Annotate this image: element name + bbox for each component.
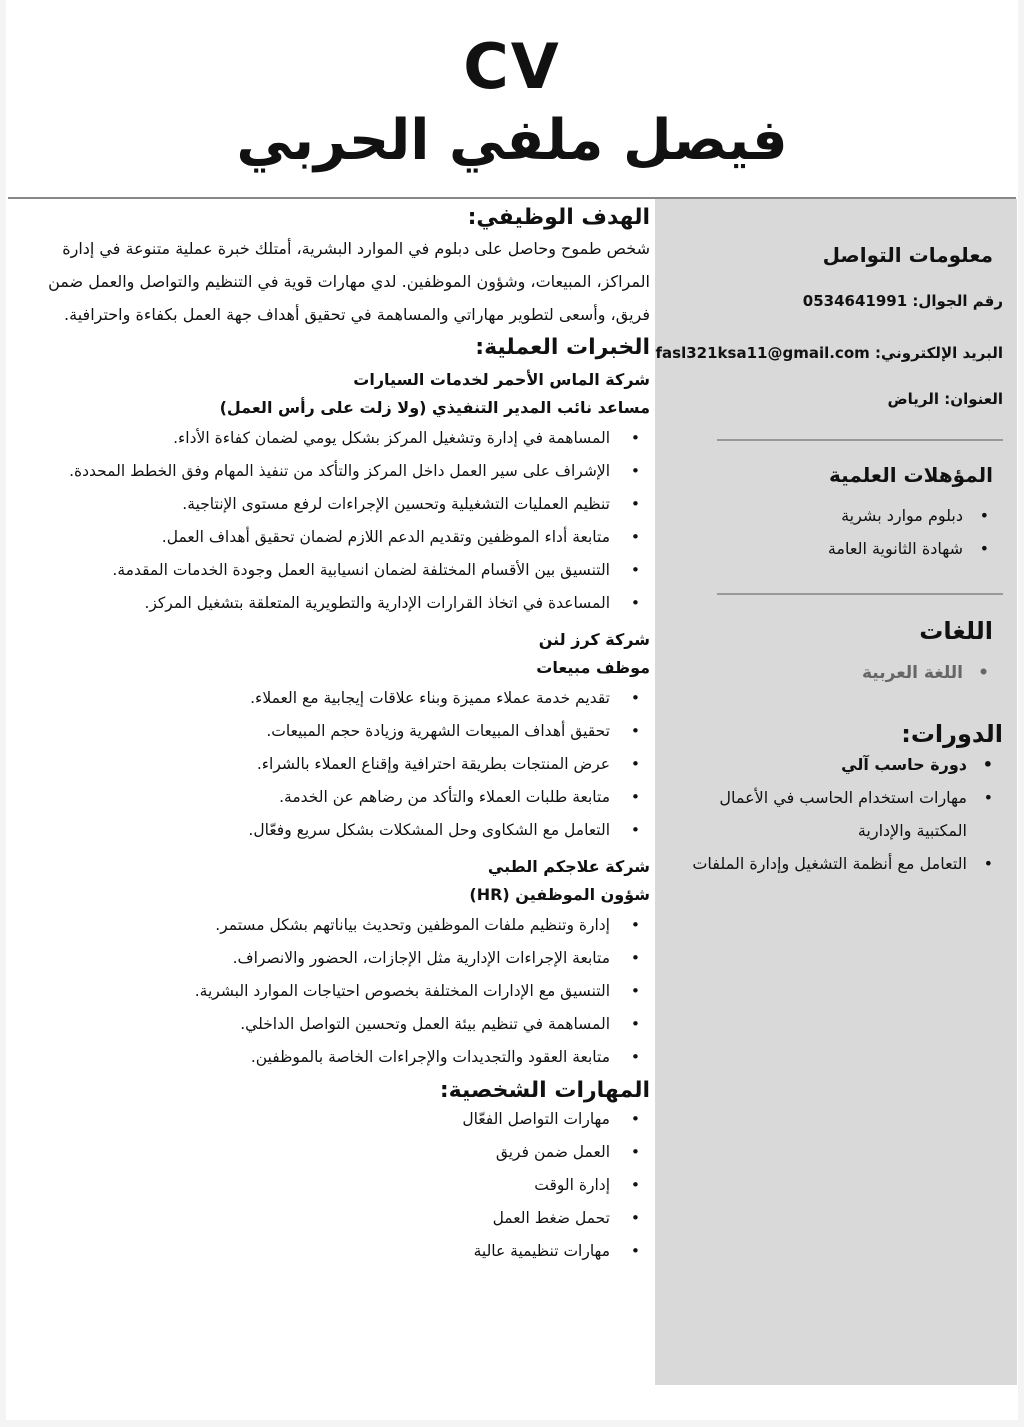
list-item: • المساعدة في اتخاذ القرارات الإدارية والتطويرية المتعلقة بتشغيل المركز. <box>46 587 640 620</box>
company-name: شركة الماس الأحمر لخدمات السيارات <box>353 370 650 389</box>
list-item: • دورة حاسب آلي <box>669 748 993 781</box>
list-item: • المساهمة في إدارة وتشغيل المركز بشكل يومي لضمان كفاءة الأداء. <box>46 422 640 455</box>
task-list <box>46 909 650 1074</box>
main-content <box>46 205 650 1268</box>
experience-title: الخبرات العملية: <box>475 335 650 360</box>
qualifications-list <box>669 499 1003 565</box>
list-item: • مهارات استخدام الحاسب في الأعمال المكتبية والإدارية <box>669 781 993 847</box>
skills-title: المهارات الشخصية: <box>439 1078 650 1103</box>
email-value[interactable]: fasl321ksa11@gmail.com <box>655 344 870 362</box>
languages-title: اللغات <box>919 617 993 645</box>
list-item: • متابعة طلبات العملاء والتأكد من رضاهم عن الخدمة. <box>46 781 640 814</box>
skills-list <box>46 1103 650 1268</box>
list-item: • العمل ضمن فريق <box>46 1136 640 1169</box>
languages-list <box>669 657 1003 690</box>
objective-title: الهدف الوظيفي: <box>467 205 650 230</box>
cv-title: CV <box>463 30 561 103</box>
address-label: العنوان: <box>944 390 1003 408</box>
list-item: • إدارة الوقت <box>46 1169 640 1202</box>
objective-text: شخص طموح وحاصل على دبلوم في الموارد البشرية، أمتلك خبرة عملية متنوعة في إدارة المراكز، المبيعات، وشؤون الموظفين. لدي مهارات قوية في التنظيم والتواصل والعمل ضمن فريق، وأسعى لتطوير مهاراتي والمساهمة في تحقيق أهداف جهة العمل بكفاءة واحترافية. <box>48 239 650 324</box>
list-item: • عرض المنتجات بطريقة احترافية وإقناع العملاء بالشراء. <box>46 748 640 781</box>
cv-page <box>6 0 1018 1420</box>
sidebar-divider <box>717 593 1003 595</box>
list-item: • التنسيق مع الإدارات المختلفة بخصوص احتياجات الموارد البشرية. <box>46 975 640 1008</box>
list-item: • تقديم خدمة عملاء مميزة وبناء علاقات إيجابية مع العملاء. <box>46 682 640 715</box>
company-name: شركة كرز لنن <box>538 630 650 649</box>
courses-title: الدورات: <box>901 720 1003 748</box>
job-role: موظف مبيعات <box>536 658 650 677</box>
job-role: شؤون الموظفين (HR) <box>469 885 650 904</box>
person-name: فيصل ملفي الحربي <box>236 108 788 173</box>
company-name: شركة علاجكم الطبي <box>487 857 650 876</box>
list-item: • إدارة وتنظيم ملفات الموظفين وتحديث بياناتهم بشكل مستمر. <box>46 909 640 942</box>
list-item: • اللغة العربية <box>669 657 989 690</box>
email-row <box>655 341 1003 365</box>
courses-list <box>669 748 1003 880</box>
address-value: الرياض <box>887 390 940 408</box>
list-item: • المساهمة في تنظيم بيئة العمل وتحسين التواصل الداخلي. <box>46 1008 640 1041</box>
list-item: • تنظيم العمليات التشغيلية وتحسين الإجراءات لرفع مستوى الإنتاجية. <box>46 488 640 521</box>
sidebar <box>655 199 1017 1385</box>
list-item: • التنسيق بين الأقسام المختلفة لضمان انسيابية العمل وجودة الخدمات المقدمة. <box>46 554 640 587</box>
list-item: • مهارات التواصل الفعّال <box>46 1103 640 1136</box>
list-item: • تحقيق أهداف المبيعات الشهرية وزيادة حجم المبيعات. <box>46 715 640 748</box>
task-list <box>46 422 650 620</box>
phone-label: رقم الجوال: <box>912 292 1003 310</box>
list-item: • الإشراف على سير العمل داخل المركز والتأكد من تنفيذ المهام وفق الخطط المحددة. <box>46 455 640 488</box>
contact-title: معلومات التواصل <box>822 243 993 267</box>
list-item: • تحمل ضغط العمل <box>46 1202 640 1235</box>
task-list <box>46 682 650 847</box>
email-label: البريد الإلكتروني: <box>875 344 1003 362</box>
list-item: • شهادة الثانوية العامة <box>669 532 989 565</box>
list-item: • التعامل مع أنظمة التشغيل وإدارة الملفات <box>669 847 993 880</box>
list-item: • دبلوم موارد بشرية <box>669 499 989 532</box>
address-row <box>669 387 1003 411</box>
list-item: • متابعة أداء الموظفين وتقديم الدعم اللازم لضمان تحقيق أهداف العمل. <box>46 521 640 554</box>
list-item: • متابعة العقود والتجديدات والإجراءات الخاصة بالموظفين. <box>46 1041 640 1074</box>
sidebar-divider <box>717 439 1003 441</box>
list-item: • متابعة الإجراءات الإدارية مثل الإجازات، الحضور والانصراف. <box>46 942 640 975</box>
phone-row <box>669 289 1003 313</box>
phone-value: 0534641991 <box>802 292 908 310</box>
list-item: • مهارات تنظيمية عالية <box>46 1235 640 1268</box>
qualifications-title: المؤهلات العلمية <box>829 463 993 487</box>
job-role: مساعد نائب المدير التنفيذي (ولا زلت على رأس العمل) <box>219 398 650 417</box>
list-item: • التعامل مع الشكاوى وحل المشكلات بشكل سريع وفعّال. <box>46 814 640 847</box>
